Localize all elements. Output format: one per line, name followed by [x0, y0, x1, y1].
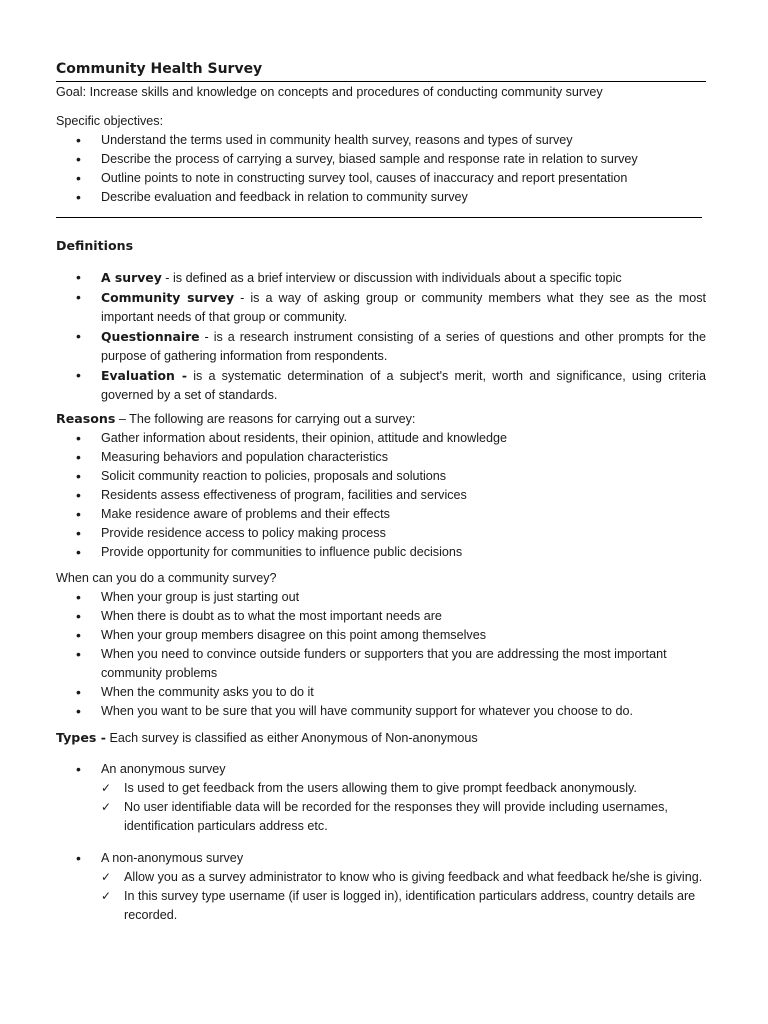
type-label: A non-anonymous survey [101, 851, 244, 865]
definitions-heading: Definitions [56, 238, 134, 253]
check-item: ✓ Is used to get feedback from the users allowing them to give prompt feedback anonymously. [101, 779, 706, 798]
definitions-list [56, 268, 706, 405]
definition-term: A survey [101, 270, 162, 285]
page-title: Community Health Survey [56, 58, 706, 82]
list-item: • Outline points to note in constructing survey tool, causes of inaccuracy and report presentation [56, 169, 706, 188]
check-item: ✓ In this survey type username (if user is logged in), identification particulars address, country details are recorded. [101, 889, 696, 922]
check-icon: ✓ [101, 889, 112, 903]
list-item: • When your group members disagree on this point among themselves [56, 626, 706, 645]
reasons-heading: Reasons [56, 411, 116, 426]
list-item: • When your group is just starting out [56, 588, 706, 607]
list-item: • Solicit community reaction to policies, proposals and solutions [56, 467, 706, 486]
types-list-2 [56, 849, 706, 868]
check-item: ✓ Allow you as a survey administrator to know who is giving feedback and what feedback he/she is giving. [101, 868, 706, 887]
type-label: An anonymous survey [101, 762, 226, 776]
non-anonymous-points [56, 868, 706, 925]
definition-item [56, 288, 706, 327]
definition-item [56, 268, 706, 288]
list-item: • When the community asks you to do it [56, 683, 706, 702]
list-item: • Understand the terms used in community health survey, reasons and types of survey [56, 131, 706, 150]
check-icon: ✓ [101, 870, 112, 884]
when-heading: When can you do a community survey? [56, 571, 277, 585]
definition-item [56, 327, 706, 366]
types-heading: Types - [56, 730, 106, 745]
definition-text: - is a research instrument consisting of a series of questions and other prompts for the purpose of gathering information from respondents. [101, 330, 706, 363]
list-item: • Measuring behaviors and population characteristics [56, 448, 706, 467]
types-intro: Each survey is classified as either Anonymous of Non-anonymous [105, 731, 478, 745]
list-item: • When there is doubt as to what the most important needs are [56, 607, 706, 626]
list-item: • Provide residence access to policy making process [56, 524, 706, 543]
types-list [56, 760, 706, 779]
reasons-list [56, 429, 706, 562]
document-body [56, 58, 706, 925]
definition-text: - is defined as a brief interview or discussion with individuals about a specific topic [161, 271, 622, 285]
list-item: • Gather information about residents, their opinion, attitude and knowledge [56, 429, 706, 448]
check-icon: ✓ [101, 781, 112, 795]
types-intro-line [56, 728, 706, 748]
list-item: • When you need to convince outside funders or supporters that you are addressing the most important community problems [56, 645, 706, 683]
list-item: • Describe the process of carrying a survey, biased sample and response rate in relation to survey [56, 150, 706, 169]
definition-text: - is a way of asking group or community members what they see as the most important needs of that group or community. [101, 291, 706, 324]
definition-term: Questionnaire [101, 329, 200, 344]
list-item: • Provide opportunity for communities to influence public decisions [56, 543, 706, 562]
definition-item [56, 366, 706, 405]
type-item-anonymous [56, 760, 706, 779]
objectives-heading: Specific objectives: [56, 114, 164, 128]
list-item: • Residents assess effectiveness of program, facilities and services [56, 486, 706, 505]
definition-term: Community survey [101, 290, 235, 305]
when-list [56, 588, 706, 721]
reasons-intro-line [56, 409, 706, 429]
goal-statement: Goal: Increase skills and knowledge on concepts and procedures of conducting community survey [56, 85, 603, 99]
reasons-intro: – The following are reasons for carrying out a survey: [115, 412, 416, 426]
list-item: • When you want to be sure that you will have community support for whatever you choose to do. [56, 702, 706, 721]
definition-text: is a systematic determination of a subject's merit, worth and significance, using criteria governed by a set of standards. [101, 369, 706, 402]
anonymous-points [56, 779, 706, 836]
list-item: • Make residence aware of problems and their effects [56, 505, 706, 524]
check-icon: ✓ [101, 800, 112, 814]
type-item-non-anonymous [56, 849, 706, 868]
list-item: • Describe evaluation and feedback in relation to community survey [56, 188, 706, 207]
objectives-list [56, 131, 706, 207]
check-item: ✓ No user identifiable data will be recorded for the responses they will provide including usernames, identification particulars address etc. [101, 800, 668, 833]
definition-term: Evaluation - [101, 368, 187, 383]
